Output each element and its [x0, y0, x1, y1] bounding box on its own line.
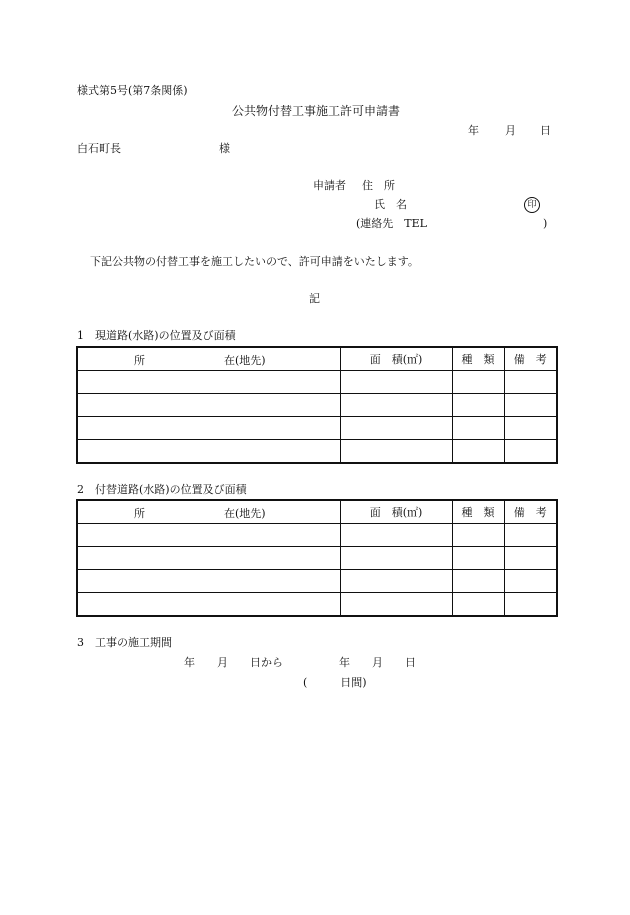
date-month: 月: [505, 124, 516, 137]
section3-title: 3 工事の施工期間: [77, 636, 172, 649]
form-number: 様式第5号(第7条関係): [77, 84, 188, 97]
applicant-address-label: 住 所: [362, 179, 395, 192]
cell-area[interactable]: [340, 524, 452, 547]
period-from: 年 月 日から: [184, 656, 283, 669]
section2-title: 2 付替道路(水路)の位置及び面積: [77, 483, 247, 496]
table-header-row: [77, 500, 557, 524]
cell-location[interactable]: [77, 524, 340, 547]
cell-remarks[interactable]: [504, 371, 557, 394]
record-marker: 記: [309, 292, 320, 305]
header-area: 面 積(㎡): [340, 500, 452, 524]
applicant-label: 申請者: [313, 179, 346, 192]
cell-type[interactable]: [452, 570, 504, 593]
cell-type[interactable]: [452, 593, 504, 617]
cell-location[interactable]: [77, 547, 340, 570]
cell-area[interactable]: [340, 547, 452, 570]
section2-table: [76, 499, 558, 617]
header-type: 種 類: [452, 347, 504, 371]
table-row: [77, 570, 557, 593]
header-location: [77, 500, 340, 524]
table-row: [77, 524, 557, 547]
table-row: [77, 394, 557, 417]
header-type: 種 類: [452, 500, 504, 524]
cell-remarks[interactable]: [504, 524, 557, 547]
cell-location[interactable]: [77, 570, 340, 593]
cell-area[interactable]: [340, 417, 452, 440]
header-location-b: 在(地先): [224, 507, 266, 520]
cell-location[interactable]: [77, 371, 340, 394]
table-row: [77, 417, 557, 440]
cell-remarks[interactable]: [504, 570, 557, 593]
cell-remarks[interactable]: [504, 593, 557, 617]
period-days: ( 日間): [303, 676, 367, 689]
section1-table: [76, 346, 558, 464]
table-row: [77, 440, 557, 464]
applicant-name-label: 氏 名: [374, 198, 407, 211]
cell-remarks[interactable]: [504, 547, 557, 570]
table-row: [77, 371, 557, 394]
applicant-contact-close: ): [543, 217, 548, 230]
cell-type[interactable]: [452, 440, 504, 464]
cell-area[interactable]: [340, 371, 452, 394]
cell-type[interactable]: [452, 371, 504, 394]
seal-icon: 印: [524, 197, 540, 213]
cell-location[interactable]: [77, 593, 340, 617]
header-location-b: 在(地先): [224, 354, 266, 367]
cell-type[interactable]: [452, 524, 504, 547]
cell-area[interactable]: [340, 593, 452, 617]
header-location-a: 所: [134, 354, 145, 367]
header-location: [77, 347, 340, 371]
cell-location[interactable]: [77, 417, 340, 440]
date-day: 日: [540, 124, 551, 137]
header-remarks: 備 考: [504, 500, 557, 524]
addressee-name: 白石町長: [77, 142, 121, 155]
period-to: 年 月 日: [339, 656, 416, 669]
cell-type[interactable]: [452, 394, 504, 417]
section1-title: 1 現道路(水路)の位置及び面積: [77, 329, 236, 342]
cell-type[interactable]: [452, 417, 504, 440]
cell-location[interactable]: [77, 394, 340, 417]
header-location-a: 所: [134, 507, 145, 520]
cell-area[interactable]: [340, 570, 452, 593]
date-year: 年: [468, 124, 479, 137]
cell-area[interactable]: [340, 440, 452, 464]
document-title: 公共物付替工事施工許可申請書: [232, 104, 401, 118]
table-row: [77, 593, 557, 617]
body-text: 下記公共物の付替工事を施工したいので、許可申請をいたします。: [90, 255, 419, 268]
table-header-row: [77, 347, 557, 371]
cell-remarks[interactable]: [504, 417, 557, 440]
applicant-contact: (連絡先 TEL: [356, 217, 427, 230]
table-row: [77, 547, 557, 570]
cell-location[interactable]: [77, 440, 340, 464]
header-remarks: 備 考: [504, 347, 557, 371]
addressee-honorific: 様: [219, 142, 230, 155]
header-area: 面 積(㎡): [340, 347, 452, 371]
cell-area[interactable]: [340, 394, 452, 417]
cell-remarks[interactable]: [504, 394, 557, 417]
cell-type[interactable]: [452, 547, 504, 570]
cell-remarks[interactable]: [504, 440, 557, 464]
